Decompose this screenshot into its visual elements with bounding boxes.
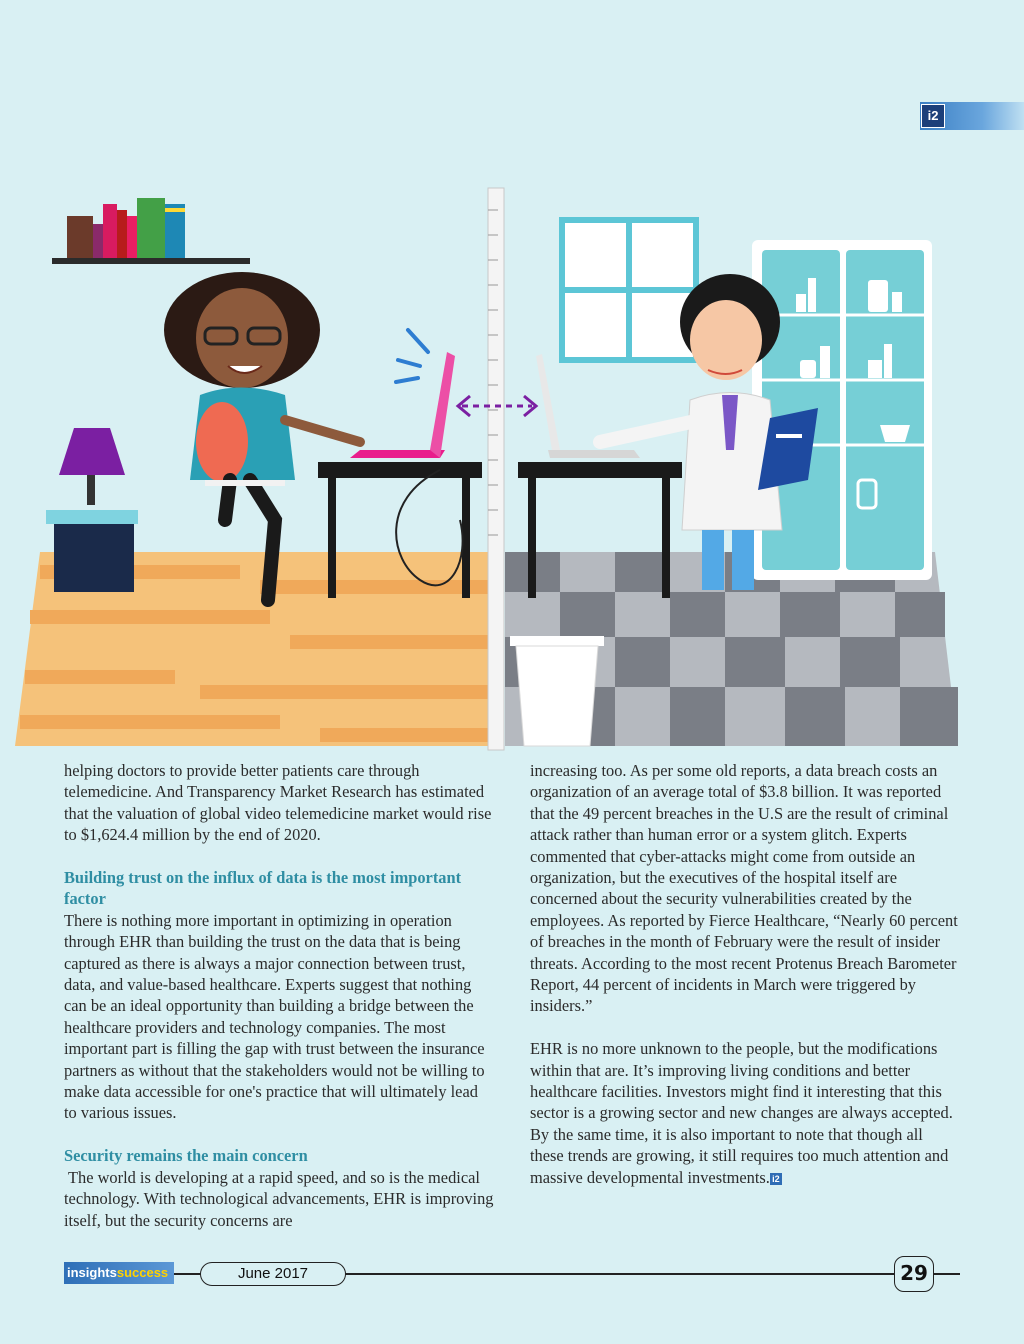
right-text-column bbox=[530, 760, 960, 1188]
window bbox=[562, 220, 696, 360]
insights-success-logo bbox=[64, 1262, 174, 1284]
logo-word-insights: insights bbox=[67, 1265, 117, 1280]
divider-ruler bbox=[488, 188, 504, 750]
right-paragraph-2-text: EHR is no more unknown to the people, but the modifications within that are. It’s improving living conditions and better healthcare facilities. Investors might find it interesting that this sector is a growing sector and new changes are always accepted. By the same time, it is also important to note that though all these trends are growing, it still requires too much attention and massive developmental investments. bbox=[530, 1039, 953, 1187]
trash-bin bbox=[510, 636, 604, 746]
left-text-column bbox=[64, 760, 494, 1231]
pink-laptop bbox=[350, 352, 455, 458]
right-paragraph-2 bbox=[530, 1038, 960, 1188]
heading-building-trust: Building trust on the influx of data is the most important factor bbox=[64, 868, 462, 909]
telemedicine-illustration bbox=[0, 180, 1024, 760]
issue-date: June 2017 bbox=[200, 1262, 346, 1286]
left-paragraph-3: The world is developing at a rapid speed, and so is the medical technology. With technological advancements, EHR is improving itself, but the security concerns are bbox=[64, 1167, 494, 1230]
signal-marks bbox=[396, 330, 428, 382]
page-number: 29 bbox=[894, 1256, 934, 1292]
heading-security-concern: Security remains the main concern bbox=[64, 1146, 308, 1166]
left-paragraph-2: There is nothing more important in optimizing in operation through EHR than building the trust on the data that is being captured as there is always a major connection between trust, data, and value-based healthcare. Experts suggest that nothing can be an ideal opportunity than building a bridge between the healthcare providers and technology companies. The most important part is filling the gap with trust between the insurance partners as without that the stakeholders would not be willing to make data accessible for one's practice that will ultimately lead to various issues. bbox=[64, 910, 485, 1123]
lamp-nightstand bbox=[46, 428, 138, 592]
left-paragraph-1: helping doctors to provide better patients care through telemedicine. And Transparency Market Research has estimated that the valuation of global video telemedicine market would rise to $1,624.4 million by the end of 2020. bbox=[64, 761, 492, 845]
footer-rule bbox=[64, 1273, 960, 1275]
end-mark-icon: i2 bbox=[770, 1173, 782, 1185]
right-paragraph-1: increasing too. As per some old reports, a data breach costs an organization of an average total of $3.8 billion. It was reported that the 49 percent breaches in the U.S are the result of criminal attack rather than human error or a system glitch. Experts commented that cyber-attacks might come from outside an organization, but the executives of the hospital itself are concerned about the security vulnerabilities created by the employees. As reported by Fierce Healthcare, “Nearly 60 percent of breaches in the month of February were the result of insider threats. According to the most recent Protenus Breach Barometer Report, 44 percent of incidents in March were triggered by insiders.” bbox=[530, 761, 958, 1016]
bookshelf bbox=[52, 198, 250, 264]
magazine-corner-logo: i2 bbox=[921, 104, 945, 128]
logo-word-success: success bbox=[116, 1265, 169, 1280]
